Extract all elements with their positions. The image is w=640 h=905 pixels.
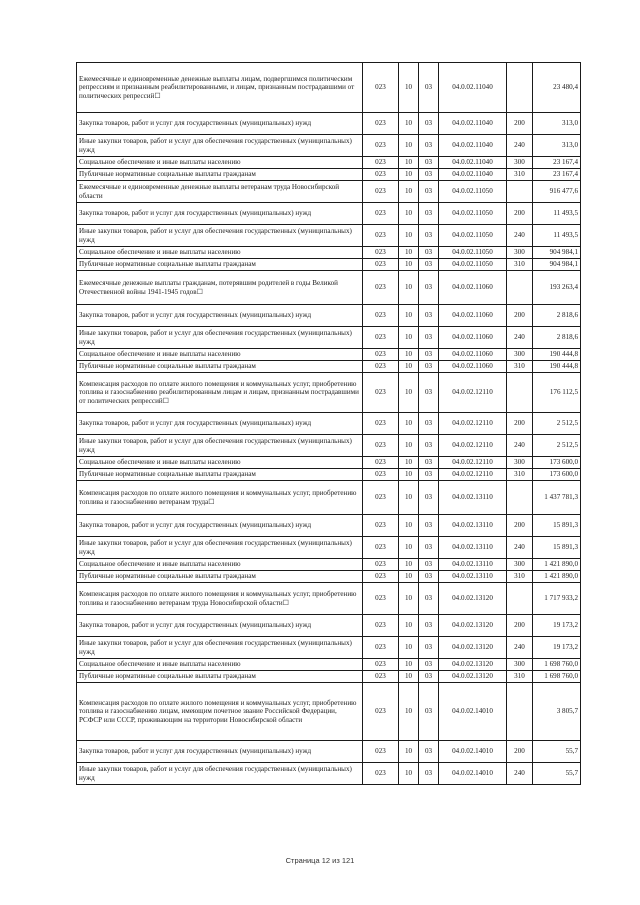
row-dept-code: 023 <box>363 169 399 181</box>
row-name: Компенсация расходов по оплате жилого помещения и коммунальных услуг, приобретению топлива и газоснабжению ветеранам труда Новосибирской области☐ <box>77 583 363 615</box>
row-amount: 173 600,0 <box>533 457 581 469</box>
row-subsection: 03 <box>419 763 439 785</box>
row-subsection: 03 <box>419 361 439 373</box>
row-section: 10 <box>399 571 419 583</box>
row-section: 10 <box>399 413 419 435</box>
row-section: 10 <box>399 271 419 305</box>
row-expense-type: 300 <box>507 457 533 469</box>
table-row <box>77 515 581 537</box>
row-dept-code: 023 <box>363 259 399 271</box>
table-row <box>77 435 581 457</box>
row-dept-code: 023 <box>363 659 399 671</box>
table-row <box>77 481 581 515</box>
row-name: Ежемесячные денежные выплаты гражданам, потерявшим родителей в годы Великой Отечественной войны 1941-1945 годов☐ <box>77 271 363 305</box>
row-name: Социальное обеспечение и иные выплаты населению <box>77 349 363 361</box>
row-name: Ежемесячные и единовременные денежные выплаты лицам, подвергшимся политическим репрессиям и признанным реабилитированными, и лицам, признанным пострадавшими от политических репрессий☐ <box>77 63 363 113</box>
row-expense-type: 200 <box>507 305 533 327</box>
row-amount: 2 818,6 <box>533 305 581 327</box>
row-subsection: 03 <box>419 683 439 741</box>
row-name: Публичные нормативные социальные выплаты гражданам <box>77 361 363 373</box>
row-section: 10 <box>399 671 419 683</box>
row-name: Иные закупки товаров, работ и услуг для обеспечения государственных (муниципальных) нужд <box>77 435 363 457</box>
row-dept-code: 023 <box>363 615 399 637</box>
table-row <box>77 271 581 305</box>
table-row <box>77 537 581 559</box>
table-row <box>77 169 581 181</box>
row-subsection: 03 <box>419 181 439 203</box>
row-expense-type: 240 <box>507 135 533 157</box>
row-subsection: 03 <box>419 457 439 469</box>
row-amount: 190 444,8 <box>533 361 581 373</box>
row-target-article: 04.0.02.11040 <box>439 113 507 135</box>
table-row <box>77 327 581 349</box>
row-section: 10 <box>399 327 419 349</box>
row-dept-code: 023 <box>363 181 399 203</box>
row-target-article: 04.0.02.12110 <box>439 469 507 481</box>
row-expense-type <box>507 181 533 203</box>
row-target-article: 04.0.02.12110 <box>439 457 507 469</box>
row-amount: 1 717 933,2 <box>533 583 581 615</box>
row-amount: 313,0 <box>533 113 581 135</box>
row-expense-type: 200 <box>507 113 533 135</box>
row-section: 10 <box>399 225 419 247</box>
table-row <box>77 457 581 469</box>
row-dept-code: 023 <box>363 157 399 169</box>
row-expense-type: 200 <box>507 515 533 537</box>
row-name: Иные закупки товаров, работ и услуг для обеспечения государственных (муниципальных) нужд <box>77 327 363 349</box>
table-row <box>77 157 581 169</box>
row-subsection: 03 <box>419 671 439 683</box>
row-subsection: 03 <box>419 413 439 435</box>
row-section: 10 <box>399 203 419 225</box>
row-subsection: 03 <box>419 559 439 571</box>
row-name: Закупка товаров, работ и услуг для государственных (муниципальных) нужд <box>77 741 363 763</box>
row-expense-type: 200 <box>507 741 533 763</box>
row-section: 10 <box>399 469 419 481</box>
row-section: 10 <box>399 559 419 571</box>
table-row <box>77 373 581 413</box>
row-name: Закупка товаров, работ и услуг для государственных (муниципальных) нужд <box>77 615 363 637</box>
row-dept-code: 023 <box>363 327 399 349</box>
table-row <box>77 361 581 373</box>
budget-table-page <box>76 62 580 785</box>
row-section: 10 <box>399 135 419 157</box>
row-amount: 173 600,0 <box>533 469 581 481</box>
row-subsection: 03 <box>419 571 439 583</box>
table-row <box>77 259 581 271</box>
row-dept-code: 023 <box>363 113 399 135</box>
row-amount: 19 173,2 <box>533 615 581 637</box>
row-section: 10 <box>399 181 419 203</box>
row-expense-type: 300 <box>507 559 533 571</box>
row-subsection: 03 <box>419 515 439 537</box>
row-name: Публичные нормативные социальные выплаты гражданам <box>77 469 363 481</box>
row-expense-type: 300 <box>507 659 533 671</box>
row-expense-type: 300 <box>507 247 533 259</box>
row-dept-code: 023 <box>363 481 399 515</box>
row-subsection: 03 <box>419 135 439 157</box>
table-row <box>77 135 581 157</box>
row-name: Иные закупки товаров, работ и услуг для обеспечения государственных (муниципальных) нужд <box>77 763 363 785</box>
row-section: 10 <box>399 615 419 637</box>
row-target-article: 04.0.02.13110 <box>439 559 507 571</box>
table-row <box>77 659 581 671</box>
row-amount: 23 167,4 <box>533 169 581 181</box>
row-dept-code: 023 <box>363 671 399 683</box>
row-target-article: 04.0.02.11060 <box>439 305 507 327</box>
row-expense-type: 200 <box>507 413 533 435</box>
row-expense-type: 240 <box>507 537 533 559</box>
row-amount: 176 112,5 <box>533 373 581 413</box>
row-subsection: 03 <box>419 349 439 361</box>
row-expense-type: 310 <box>507 259 533 271</box>
row-subsection: 03 <box>419 259 439 271</box>
row-name: Закупка товаров, работ и услуг для государственных (муниципальных) нужд <box>77 413 363 435</box>
row-subsection: 03 <box>419 225 439 247</box>
row-subsection: 03 <box>419 615 439 637</box>
row-dept-code: 023 <box>363 457 399 469</box>
row-target-article: 04.0.02.14010 <box>439 763 507 785</box>
row-name: Публичные нормативные социальные выплаты гражданам <box>77 671 363 683</box>
row-amount: 1 437 781,3 <box>533 481 581 515</box>
row-section: 10 <box>399 659 419 671</box>
table-row <box>77 671 581 683</box>
table-row <box>77 571 581 583</box>
row-target-article: 04.0.02.11040 <box>439 169 507 181</box>
row-section: 10 <box>399 259 419 271</box>
row-dept-code: 023 <box>363 271 399 305</box>
table-row <box>77 349 581 361</box>
row-expense-type: 310 <box>507 361 533 373</box>
row-expense-type <box>507 583 533 615</box>
row-expense-type: 310 <box>507 571 533 583</box>
row-name: Закупка товаров, работ и услуг для государственных (муниципальных) нужд <box>77 203 363 225</box>
row-expense-type: 240 <box>507 327 533 349</box>
row-expense-type <box>507 481 533 515</box>
row-name: Социальное обеспечение и иные выплаты населению <box>77 559 363 571</box>
row-subsection: 03 <box>419 63 439 113</box>
page-number: Страница 12 из 121 <box>285 856 355 865</box>
row-name: Публичные нормативные социальные выплаты гражданам <box>77 169 363 181</box>
row-dept-code: 023 <box>363 515 399 537</box>
row-amount: 313,0 <box>533 135 581 157</box>
row-amount: 190 444,8 <box>533 349 581 361</box>
row-expense-type: 240 <box>507 225 533 247</box>
row-name: Компенсация расходов по оплате жилого помещения и коммунальных услуг, приобретению топлива и газоснабжению реабилитированным лицам и лицам, признанным пострадавшими от политических репрессий☐ <box>77 373 363 413</box>
row-subsection: 03 <box>419 247 439 259</box>
row-expense-type: 300 <box>507 349 533 361</box>
row-expense-type: 310 <box>507 671 533 683</box>
row-target-article: 04.0.02.11060 <box>439 271 507 305</box>
row-name: Социальное обеспечение и иные выплаты населению <box>77 247 363 259</box>
row-section: 10 <box>399 157 419 169</box>
row-subsection: 03 <box>419 659 439 671</box>
row-dept-code: 023 <box>363 583 399 615</box>
row-name: Социальное обеспечение и иные выплаты населению <box>77 157 363 169</box>
row-target-article: 04.0.02.12110 <box>439 435 507 457</box>
row-target-article: 04.0.02.11060 <box>439 349 507 361</box>
row-dept-code: 023 <box>363 559 399 571</box>
row-target-article: 04.0.02.14010 <box>439 741 507 763</box>
row-expense-type: 200 <box>507 203 533 225</box>
row-subsection: 03 <box>419 203 439 225</box>
table-row <box>77 583 581 615</box>
row-dept-code: 023 <box>363 373 399 413</box>
row-section: 10 <box>399 683 419 741</box>
row-dept-code: 023 <box>363 537 399 559</box>
row-dept-code: 023 <box>363 413 399 435</box>
row-expense-type <box>507 373 533 413</box>
table-row <box>77 559 581 571</box>
budget-table <box>76 62 581 785</box>
row-name: Компенсация расходов по оплате жилого помещения и коммунальных услуг, приобретению топлива и газоснабжению ветеранам труда☐ <box>77 481 363 515</box>
row-target-article: 04.0.02.12110 <box>439 413 507 435</box>
row-target-article: 04.0.02.11050 <box>439 181 507 203</box>
table-row <box>77 203 581 225</box>
row-dept-code: 023 <box>363 63 399 113</box>
row-dept-code: 023 <box>363 203 399 225</box>
row-dept-code: 023 <box>363 637 399 659</box>
row-target-article: 04.0.02.13120 <box>439 659 507 671</box>
table-row <box>77 763 581 785</box>
row-dept-code: 023 <box>363 361 399 373</box>
budget-table-body <box>77 63 581 785</box>
row-target-article: 04.0.02.14010 <box>439 683 507 741</box>
row-amount: 19 173,2 <box>533 637 581 659</box>
row-target-article: 04.0.02.11040 <box>439 63 507 113</box>
row-target-article: 04.0.02.11060 <box>439 327 507 349</box>
row-dept-code: 023 <box>363 763 399 785</box>
row-name: Публичные нормативные социальные выплаты гражданам <box>77 571 363 583</box>
row-amount: 1 698 760,0 <box>533 659 581 671</box>
row-amount: 2 512,5 <box>533 413 581 435</box>
row-dept-code: 023 <box>363 225 399 247</box>
row-section: 10 <box>399 349 419 361</box>
row-section: 10 <box>399 763 419 785</box>
row-section: 10 <box>399 169 419 181</box>
row-section: 10 <box>399 637 419 659</box>
row-expense-type: 200 <box>507 615 533 637</box>
row-section: 10 <box>399 63 419 113</box>
row-expense-type: 240 <box>507 763 533 785</box>
row-subsection: 03 <box>419 271 439 305</box>
row-amount: 193 263,4 <box>533 271 581 305</box>
row-subsection: 03 <box>419 435 439 457</box>
row-section: 10 <box>399 457 419 469</box>
row-amount: 3 805,7 <box>533 683 581 741</box>
row-name: Иные закупки товаров, работ и услуг для обеспечения государственных (муниципальных) нужд <box>77 135 363 157</box>
row-dept-code: 023 <box>363 469 399 481</box>
row-dept-code: 023 <box>363 741 399 763</box>
table-row <box>77 113 581 135</box>
table-row <box>77 305 581 327</box>
row-dept-code: 023 <box>363 135 399 157</box>
row-amount: 916 477,6 <box>533 181 581 203</box>
table-row <box>77 413 581 435</box>
row-name: Иные закупки товаров, работ и услуг для обеспечения государственных (муниципальных) нужд <box>77 537 363 559</box>
row-target-article: 04.0.02.13120 <box>439 637 507 659</box>
row-amount: 1 698 760,0 <box>533 671 581 683</box>
row-section: 10 <box>399 247 419 259</box>
row-target-article: 04.0.02.13120 <box>439 615 507 637</box>
row-subsection: 03 <box>419 583 439 615</box>
row-target-article: 04.0.02.13110 <box>439 537 507 559</box>
row-name: Ежемесячные и единовременные денежные выплаты ветеранам труда Новосибирской области <box>77 181 363 203</box>
row-subsection: 03 <box>419 741 439 763</box>
row-dept-code: 023 <box>363 305 399 327</box>
row-name: Закупка товаров, работ и услуг для государственных (муниципальных) нужд <box>77 113 363 135</box>
table-row <box>77 741 581 763</box>
row-amount: 2 512,5 <box>533 435 581 457</box>
row-dept-code: 023 <box>363 683 399 741</box>
row-expense-type: 240 <box>507 435 533 457</box>
row-subsection: 03 <box>419 481 439 515</box>
row-expense-type: 240 <box>507 637 533 659</box>
row-target-article: 04.0.02.11050 <box>439 259 507 271</box>
row-expense-type: 300 <box>507 157 533 169</box>
row-amount: 2 818,6 <box>533 327 581 349</box>
row-amount: 55,7 <box>533 763 581 785</box>
row-target-article: 04.0.02.11040 <box>439 135 507 157</box>
row-target-article: 04.0.02.13110 <box>439 481 507 515</box>
row-subsection: 03 <box>419 469 439 481</box>
row-amount: 904 984,1 <box>533 259 581 271</box>
row-subsection: 03 <box>419 169 439 181</box>
table-row <box>77 615 581 637</box>
row-subsection: 03 <box>419 373 439 413</box>
row-subsection: 03 <box>419 537 439 559</box>
row-subsection: 03 <box>419 305 439 327</box>
row-subsection: 03 <box>419 157 439 169</box>
table-row <box>77 683 581 741</box>
row-amount: 15 891,3 <box>533 537 581 559</box>
row-target-article: 04.0.02.11060 <box>439 361 507 373</box>
row-name: Закупка товаров, работ и услуг для государственных (муниципальных) нужд <box>77 305 363 327</box>
row-section: 10 <box>399 113 419 135</box>
row-amount: 15 891,3 <box>533 515 581 537</box>
row-expense-type <box>507 63 533 113</box>
row-dept-code: 023 <box>363 435 399 457</box>
row-amount: 23 480,4 <box>533 63 581 113</box>
row-target-article: 04.0.02.11040 <box>439 157 507 169</box>
row-amount: 11 493,5 <box>533 225 581 247</box>
row-target-article: 04.0.02.13110 <box>439 571 507 583</box>
row-name: Социальное обеспечение и иные выплаты населению <box>77 457 363 469</box>
row-section: 10 <box>399 373 419 413</box>
row-target-article: 04.0.02.11050 <box>439 203 507 225</box>
row-section: 10 <box>399 361 419 373</box>
table-row <box>77 247 581 259</box>
table-row <box>77 637 581 659</box>
row-name: Иные закупки товаров, работ и услуг для обеспечения государственных (муниципальных) нужд <box>77 637 363 659</box>
row-target-article: 04.0.02.13120 <box>439 671 507 683</box>
row-amount: 904 984,1 <box>533 247 581 259</box>
row-target-article: 04.0.02.11050 <box>439 225 507 247</box>
row-section: 10 <box>399 583 419 615</box>
row-section: 10 <box>399 741 419 763</box>
row-dept-code: 023 <box>363 571 399 583</box>
row-dept-code: 023 <box>363 247 399 259</box>
row-expense-type: 310 <box>507 169 533 181</box>
row-target-article: 04.0.02.12110 <box>439 373 507 413</box>
table-row <box>77 469 581 481</box>
row-subsection: 03 <box>419 637 439 659</box>
row-subsection: 03 <box>419 327 439 349</box>
row-subsection: 03 <box>419 113 439 135</box>
row-amount: 23 167,4 <box>533 157 581 169</box>
table-row <box>77 225 581 247</box>
row-amount: 1 421 890,0 <box>533 559 581 571</box>
row-section: 10 <box>399 481 419 515</box>
table-row <box>77 63 581 113</box>
row-expense-type <box>507 683 533 741</box>
row-amount: 11 493,5 <box>533 203 581 225</box>
row-name: Компенсация расходов по оплате жилого помещения и коммунальных услуг, приобретению топлива и газоснабжению лицам, имеющим почетное звание Российской Федерации, РСФСР или СССР, проживающим на территории Новосибирской области <box>77 683 363 741</box>
row-name: Социальное обеспечение и иные выплаты населению <box>77 659 363 671</box>
row-amount: 1 421 890,0 <box>533 571 581 583</box>
row-target-article: 04.0.02.13110 <box>439 515 507 537</box>
row-name: Иные закупки товаров, работ и услуг для обеспечения государственных (муниципальных) нужд <box>77 225 363 247</box>
row-section: 10 <box>399 515 419 537</box>
row-name: Публичные нормативные социальные выплаты гражданам <box>77 259 363 271</box>
row-target-article: 04.0.02.13120 <box>439 583 507 615</box>
row-section: 10 <box>399 305 419 327</box>
row-target-article: 04.0.02.11050 <box>439 247 507 259</box>
row-dept-code: 023 <box>363 349 399 361</box>
row-name: Закупка товаров, работ и услуг для государственных (муниципальных) нужд <box>77 515 363 537</box>
row-amount: 55,7 <box>533 741 581 763</box>
table-row <box>77 181 581 203</box>
row-section: 10 <box>399 537 419 559</box>
row-expense-type: 310 <box>507 469 533 481</box>
row-section: 10 <box>399 435 419 457</box>
row-expense-type <box>507 271 533 305</box>
